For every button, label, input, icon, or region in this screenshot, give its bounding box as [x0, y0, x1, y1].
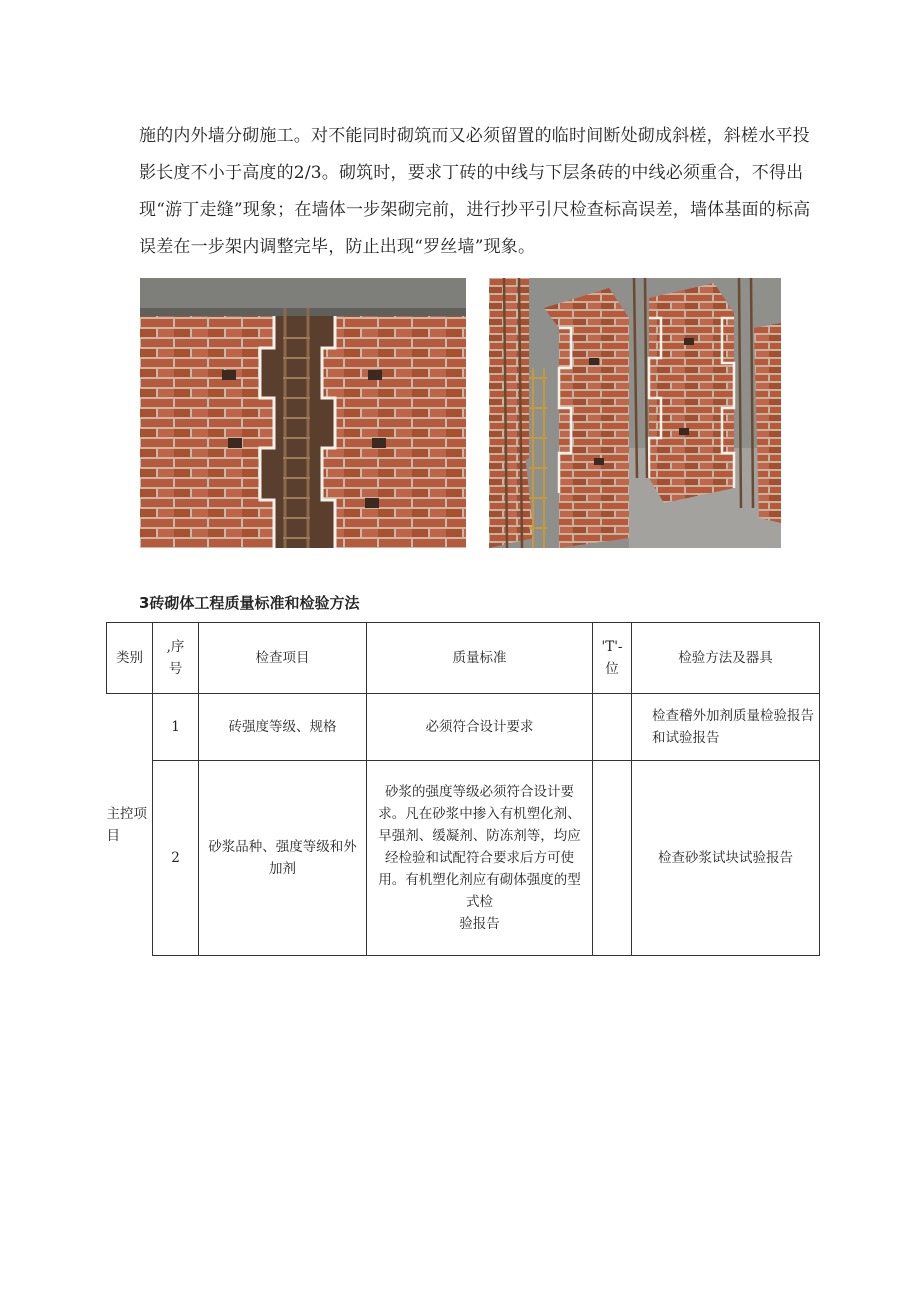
- header-item: 检查项目: [199, 623, 367, 694]
- quality-standard-table: [106, 622, 820, 956]
- table-row: [107, 694, 820, 761]
- header-method: 检验方法及器具: [632, 623, 820, 694]
- row-standard: [367, 761, 593, 956]
- category-main-control: 主控项目: [107, 694, 153, 956]
- header-category: 类别: [107, 623, 153, 694]
- standard-line: 砂浆的强度等级必须符合设计要: [385, 784, 574, 800]
- row-seq: 1: [153, 694, 199, 761]
- standard-line: 经检验和试配符合要求后方可使: [385, 850, 574, 866]
- row-unit: [593, 761, 632, 956]
- header-seq: ,序号: [153, 623, 199, 694]
- section-title: 3砖砌体工程质量标准和检验方法: [139, 594, 360, 612]
- brick-wall-photo-right: [489, 278, 781, 548]
- standard-line: 验报告: [459, 916, 500, 932]
- standard-line: 早强剂、缓凝剂、防冻剂等，均应: [378, 828, 581, 844]
- row-standard: 必须符合设计要求: [367, 694, 593, 761]
- header-unit: 'T'-位: [593, 623, 632, 694]
- row-unit: [593, 694, 632, 761]
- table-header-row: [107, 623, 820, 694]
- body-paragraph: 施的内外墙分砌施工。对不能同时砌筑而又必须留置的临时间断处砌成斜槎，斜槎水平投影长度不小于高度的2/3。砌筑时，要求丁砖的中线与下层条砖的中线必须重合，不得出现“游丁走缝”现象；在墙体一步架砌完前，进行抄平引尺检查标高误差，墙体基面的标高误差在一步架内调整完毕，防止出现“罗丝墙”现象。: [139, 126, 811, 257]
- standard-line: 式检: [466, 894, 493, 910]
- header-standard: 质量标准: [367, 623, 593, 694]
- table-row: [107, 761, 820, 956]
- row-item: 砖强度等级、规格: [199, 694, 367, 761]
- brick-wall-photo-left: [140, 278, 466, 548]
- standard-line: 用。有机塑化剂应有砌体强度的型: [378, 872, 581, 888]
- row-seq: 2: [153, 761, 199, 956]
- row-method: 检查砂浆试块试验报告: [632, 761, 820, 956]
- row-method: 检查稽外加剂质量检验报告和试验报告: [632, 694, 820, 761]
- standard-line: 求。凡在砂浆中掺入有机塑化剂、: [378, 806, 581, 822]
- row-item: 砂浆品种、强度等级和外加剂: [199, 761, 367, 956]
